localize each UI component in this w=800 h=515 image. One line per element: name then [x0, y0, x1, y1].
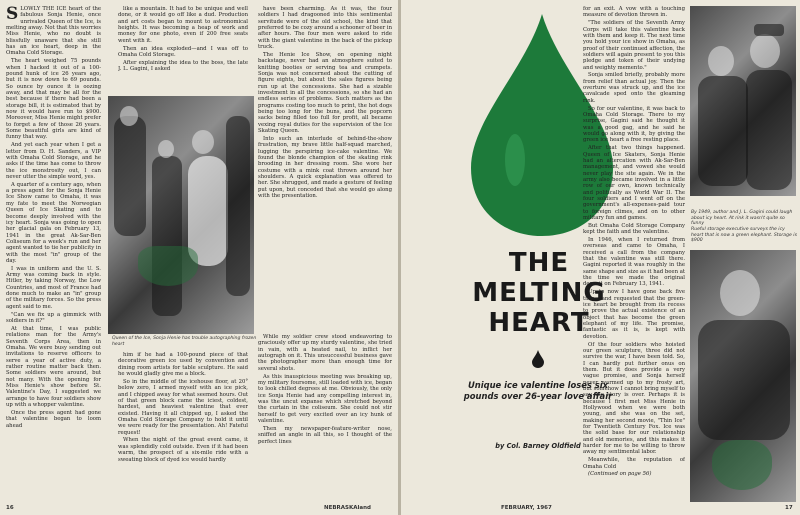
photo-caption-left: Queen of the Ice, Sonja Henie has trouble autographing frozen heart	[112, 336, 257, 347]
drop-cap: S	[6, 6, 19, 24]
article-column-1: SLOWLY THE ICE heart of the fabulous Sonja Henie, once unrivaled Queen of the Ice, is melting away. Not that this worries Miss Henie, who no doubt is blissfully unaware that she still has an ice heart, deep in the Omaha Cold Storage. The heart weighed 75 pounds when I hacked it out of a 100-pound hunk of ice 26 years ago, but it is now down to 69 pounds. So ounce by ounce it is oozing away, and that may be all for the best because if there had been a storage bill, it is estimated that by now it would have run to $900. Moreover, Miss Henie might prefer to forget a few of those 26 years. Some beautiful girls are kind of funny that way. And yet each year when I get a letter from D. H. Sanders, a VIP with Omaha Cold Storage, and he asks if the time has come to throw the ice monstrosity out, I can never utter the simple word, yes. A quarter of a century ago, when a press agent for the Sonja Henie Ice Show came to Omaha, it was my fate to meet the Norwegian Queen of Ice Skating and to become deeply involved with the icy heart. Sonja was going to open her glacial gala on February 13, 1941 in the great Ak-Sar-Ben Coliseum for a week's run and her agent wanted to tie her publicity in with the most "in" group of the day. I was in uniform and the U. S. Army was coming back in style. Hitler, by taking Norway, the Low Countries, and most of France had done much to make an "in" group of the military forces. So the press agent said to me. "Can we fix up a gimmick with soldiers in it?" At that time, I was public relations man for the Army's Seventh Corps Area, then in Omaha. We were busy sending out invitations to reserve officers to serve a year of active duty, a rather routine matter back then. Some soldiers were around, but not many. With the opening for Miss Henie's show before St. Valentine's Day, I suggested we arrange to have four soldiers show up with a whopper valentine. Once the press agent had gone that valentine began to loom ahead	[6, 6, 101, 429]
author-gagini-photo	[690, 6, 796, 196]
article-column-3-bottom: While my soldier crew stood endeavoring to graciously offer up my sturdy valentine, she tried in vain, with a heated nail, to inflict her autograph on it. This unsuccessful business gave the photographer more than enough time for several shots. As this inauspicious meeting was breaking up, my military foursome, still loaded with ice, began to look chilled degrees at me. Obviously, the only ice Sonja Henie had any compelling interest in, was the uncut expanse which stretched beyond the curtain in the coliseum. She could not stir herself to get very excited over an icy hunk of valentine. Then my newspaper-feature-writer nose, sniffed an angle in all this, so I thought of the perfect lines	[258, 334, 392, 445]
page-number-right: 17	[785, 505, 793, 511]
article-byline: by Col. Barney Oldfield	[495, 442, 581, 450]
article-column-2-top: like a mountain. It had to be unique and well done, or it would go off like a dud. Production and art costs began to mount to astronomical heights. It was becoming a heap of work and money for one photo, even if 200 free seats went with it. Then an idea exploded—and I was off to Omaha Cold Storage. After explaining the idea to the boss, the late J. L. Gagini, I asked	[118, 6, 248, 73]
article-column-2-bottom: him if he had a 100-pound piece of that decorative green ice used by convention and dining room artists for table sculpture. He said he would gladly give me a block. So in the middle of the icehouse floor, at 20° below zero, I armed myself with an ice pick, and I chipped away for what seemed hours. Out of that green block came the iciest, coldest, hardest, and heaviest valentine that ever existed. Having it all chipped up, I asked the Omaha Cold Storage Company to hold it until we were ready for the presentation. Ah! Fateful request! When the night of the great event came, it was splendidly cold outside. Even if it had been warm, the prospect of a six-mile ride with a sweating block of dyed ice would hardly	[118, 352, 248, 463]
right-page	[401, 0, 800, 515]
storage-executive-photo	[690, 250, 796, 502]
article-column-4: for an exit. A vow with a touching measure of devotion thrown in. "The soldiers of the Seventh Army Corps will take this valentine back with them and keep it. The next time you hold your ice show in Omaha, as proof of their continued affection, the soldiers will again present to you this pledge and token of their undying and weighty memento." Sonja smiled briefly, probably more from relief than actual joy. Then the overture was struck up, and the ice cavalcade sped onto the gleaming rink. So for our valentine, it was back to Omaha Cold Storage. There to my surprise, Gagini said he thought it was a good gag, and he said he would go along with it, by giving the green ice heart a free resting place. After that two things happened. Queen of Ice Skaters, Sonja Henie had an altercation with Ak-Sar-Ben management, and vowed she would never play the site again. We in the army also became involved in a little row of our own, known technically and politically as World War II. The four soldiers and I went off on the government's all-expenses-paid tour to foreign climes, and on to other military fun and games. But Omaha Cold Storage Company kept the faith and the valentine. In 1946, when I returned from overseas and came to Omaha, I received a call from the company that the valentine was still there. Gagini reported it was roughly in the same shape and size as it had been at the time we made the original deposit on February 13, 1941. Up to now I have gone back five times, and requested that the green-ice heart be brought from its recess to prove the actual existence of an object that has become the green elephant of my life. The promise, fantastic as it is, is kept with devotion. Of the four soldiers who hoisted our green sculpture, three did not survive the war, I have been told. So, I can hardly put further onus on them. But it does provide a very vague promise, and Sonja herself never warmed up to my frosty art, but somehow I cannot bring myself to say the story is over. Perhaps it is because I first met Miss Henie in Hollywood when we were both young, and she was on the set, making her second movie, "Thin Ice" for Twentieth Century Fox. Ice was the solid base for our relationship and old memories, and this makes it harder for me to be willing to throw away my sentimental labor. Meanwhile, the reputation of Omaha Cold (Continued on page 56)	[583, 6, 685, 478]
title-line-1: THE	[508, 248, 570, 278]
title-line-3: HEART	[488, 308, 590, 338]
title-line-2: MELTING	[472, 278, 606, 308]
article-column-3-top: have been charming. As it was, the four soldiers I had dragooned into this sentimental servitude were of the old school, the kind that preferred to be cozy around a schooner of beer in after hours. The four men were asked to ride with the giant valentine in the back of the pickup truck. The Henie Ice Show, on opening night backstage, never had an atmosphere suited to knitting booties or serving tea and crumpets. Sonja was not concerned about the cutting of figure eights, but about the sales figures being run up at the concessions. She had a sizable investment in all the concessions, so she had an endless series of problems. Such matters as the programs costing too much to print, the hot dogs being too long for the buns, and the popcorn sacks being filled too full for profit, all became vexing royal duties for the supervision of the Ice Skating Queen. Into such an interlude of behind-the-show frustration, my brave little half-squad marched, lugging the perspiring ice-cake valentine. We found the blonde champion of the skating rink brooding in her dressing room. She wore her costume with a mink coat thrown around her shoulders. A quick explanation was offered to her. She shrugged, and made a gesture of feeling put upon, but conceded that she would go along with the presentation.	[258, 6, 392, 199]
page-number-left: 16	[6, 505, 14, 511]
magazine-name: NEBRASKAland	[324, 505, 371, 511]
sonja-henie-photo	[108, 96, 254, 334]
photo-caption-top: By 1949, author and J. L. Gagini could laugh about icy heart. At rink it wasn't quite so funny	[691, 210, 793, 227]
article-subtitle: Unique ice valentine loses six pounds over 26-year love affair	[463, 380, 613, 401]
continued-note: (Continued on page 56)	[588, 471, 652, 478]
left-page	[0, 0, 398, 515]
photo-caption-mid: Rueful storage executive surveys the icy heart that is now a green elephant. Storage is $900	[691, 227, 797, 244]
issue-date: FEBRUARY, 1967	[501, 505, 552, 511]
small-drop-icon	[532, 350, 544, 368]
